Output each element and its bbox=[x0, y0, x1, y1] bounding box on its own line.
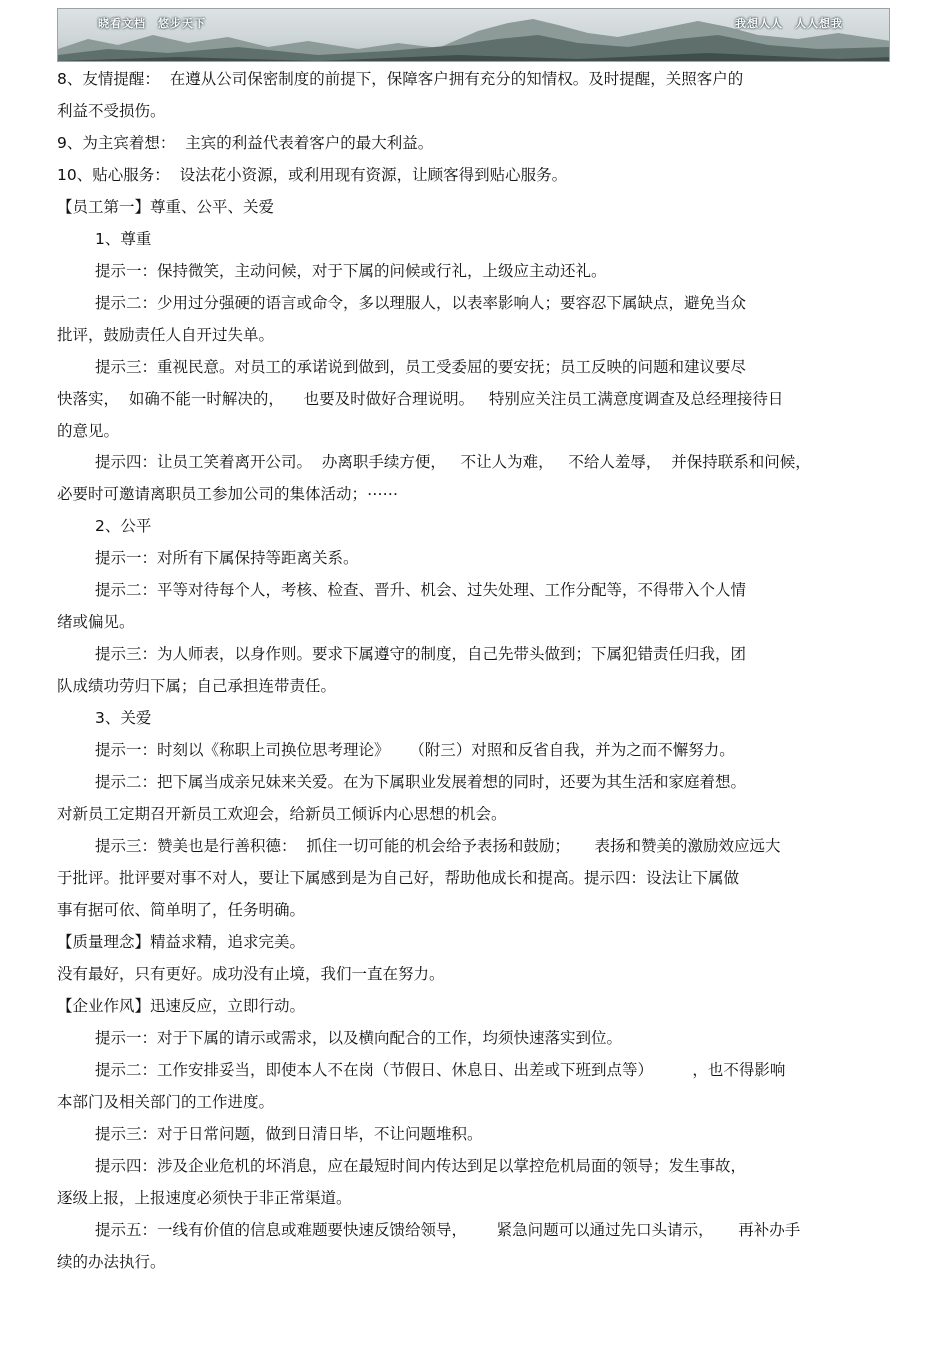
text-line: 提示三：对于日常问题，做到日清日毕，不让问题堆积。 bbox=[95, 1125, 483, 1143]
text-line: 3、关爱 bbox=[95, 709, 152, 727]
text-line: 9、为主宾着想： 主宾的利益代表着客户的最大利益。 bbox=[57, 134, 434, 152]
text-line: 逐级上报，上报速度必须快于非正常渠道。 bbox=[57, 1189, 352, 1207]
text-line: 没有最好，只有更好。成功没有止境，我们一直在努力。 bbox=[57, 965, 445, 983]
banner-right-slogan: 我想人人 人人想我 bbox=[735, 17, 843, 30]
text-line: 事有据可依、简单明了，任务明确。 bbox=[57, 901, 306, 919]
text-line: 提示三：为人师表，以身作则。要求下属遵守的制度，自己先带头做到；下属犯错责任归我，团 bbox=[95, 645, 747, 663]
text-line: 提示四：涉及企业危机的坏消息，应在最短时间内传达到足以掌控危机局面的领导；发生事故， bbox=[95, 1157, 747, 1175]
text-line: 于批评。批评要对事不对人，要让下属感到是为自己好，帮助他成长和提高。提示四：设法让下属做 bbox=[57, 869, 740, 887]
text-line: 提示二：少用过分强硬的语言或命令，多以理服人，以表率影响人；要容忍下属缺点，避免当众 bbox=[95, 294, 747, 312]
text-line: 快落实， 如确不能一时解决的， 也要及时做好合理说明。 特别应关注员工满意度调查及总经理接待日 bbox=[57, 390, 784, 408]
text-line: 本部门及相关部门的工作进度。 bbox=[57, 1093, 275, 1111]
text-line: 批评，鼓励责任人自开过失单。 bbox=[57, 326, 275, 344]
text-line: 必要时可邀请离职员工参加公司的集体活动；⋯⋯ bbox=[57, 485, 399, 503]
text-line: 提示一：保持微笑，主动问候，对于下属的问候或行礼，上级应主动还礼。 bbox=[95, 262, 607, 280]
text-line: 1、尊重 bbox=[95, 230, 152, 248]
header-banner bbox=[57, 8, 890, 62]
text-line: 提示二：把下属当成亲兄妹来关爱。在为下属职业发展着想的同时，还要为其生活和家庭着想。 bbox=[95, 773, 747, 791]
text-line: 提示一：时刻以《称职上司换位思考理论》 （附三）对照和反省自我，并为之而不懈努力。 bbox=[95, 741, 735, 759]
text-line: 绪或偏见。 bbox=[57, 613, 135, 631]
text-line: 提示三：赞美也是行善积德： 抓住一切可能的机会给予表扬和鼓励； 表扬和赞美的激励效应远大 bbox=[95, 837, 781, 855]
text-line: 队成绩功劳归下属；自己承担连带责任。 bbox=[57, 677, 337, 695]
text-line: 利益不受损伤。 bbox=[57, 102, 166, 120]
banner-left-slogan: 晓看文档 悠步天下 bbox=[98, 17, 206, 30]
text-line: 提示二：工作安排妥当，即使本人不在岗（节假日、休息日、出差或下班到点等） ，也不得影响 bbox=[95, 1061, 786, 1079]
text-line: 10、贴心服务： 设法花小资源，或利用现有资源，让顾客得到贴心服务。 bbox=[57, 166, 568, 184]
text-line: 的意见。 bbox=[57, 422, 120, 440]
text-line: 提示二：平等对待每个人，考核、检查、晋升、机会、过失处理、工作分配等，不得带入个人情 bbox=[95, 581, 747, 599]
text-line: 提示一：对所有下属保持等距离关系。 bbox=[95, 549, 359, 567]
text-line: 【质量理念】精益求精，追求完美。 bbox=[57, 933, 306, 951]
text-line: 提示五：一线有价值的信息或难题要快速反馈给领导， 紧急问题可以通过先口头请示， 再补办手 bbox=[95, 1221, 801, 1239]
text-line: 【企业作风】迅速反应，立即行动。 bbox=[57, 997, 306, 1015]
text-line: 提示一：对于下属的请示或需求，以及横向配合的工作，均须快速落实到位。 bbox=[95, 1029, 623, 1047]
text-line: 对新员工定期召开新员工欢迎会，给新员工倾诉内心思想的机会。 bbox=[57, 805, 507, 823]
text-line: 续的办法执行。 bbox=[57, 1253, 166, 1271]
text-line: 提示四：让员工笑着离开公司。 办离职手续方便， 不让人为难， 不给人羞辱， 并保持联系和问候， bbox=[95, 453, 811, 471]
text-line: 提示三：重视民意。对员工的承诺说到做到，员工受委屈的要安抚；员工反映的问题和建议要尽 bbox=[95, 358, 747, 376]
text-line: 2、公平 bbox=[95, 517, 152, 535]
text-line: 8、友情提醒： 在遵从公司保密制度的前提下，保障客户拥有充分的知情权。及时提醒，关照客户的 bbox=[57, 70, 744, 88]
text-line: 【员工第一】尊重、公平、关爱 bbox=[57, 198, 275, 216]
